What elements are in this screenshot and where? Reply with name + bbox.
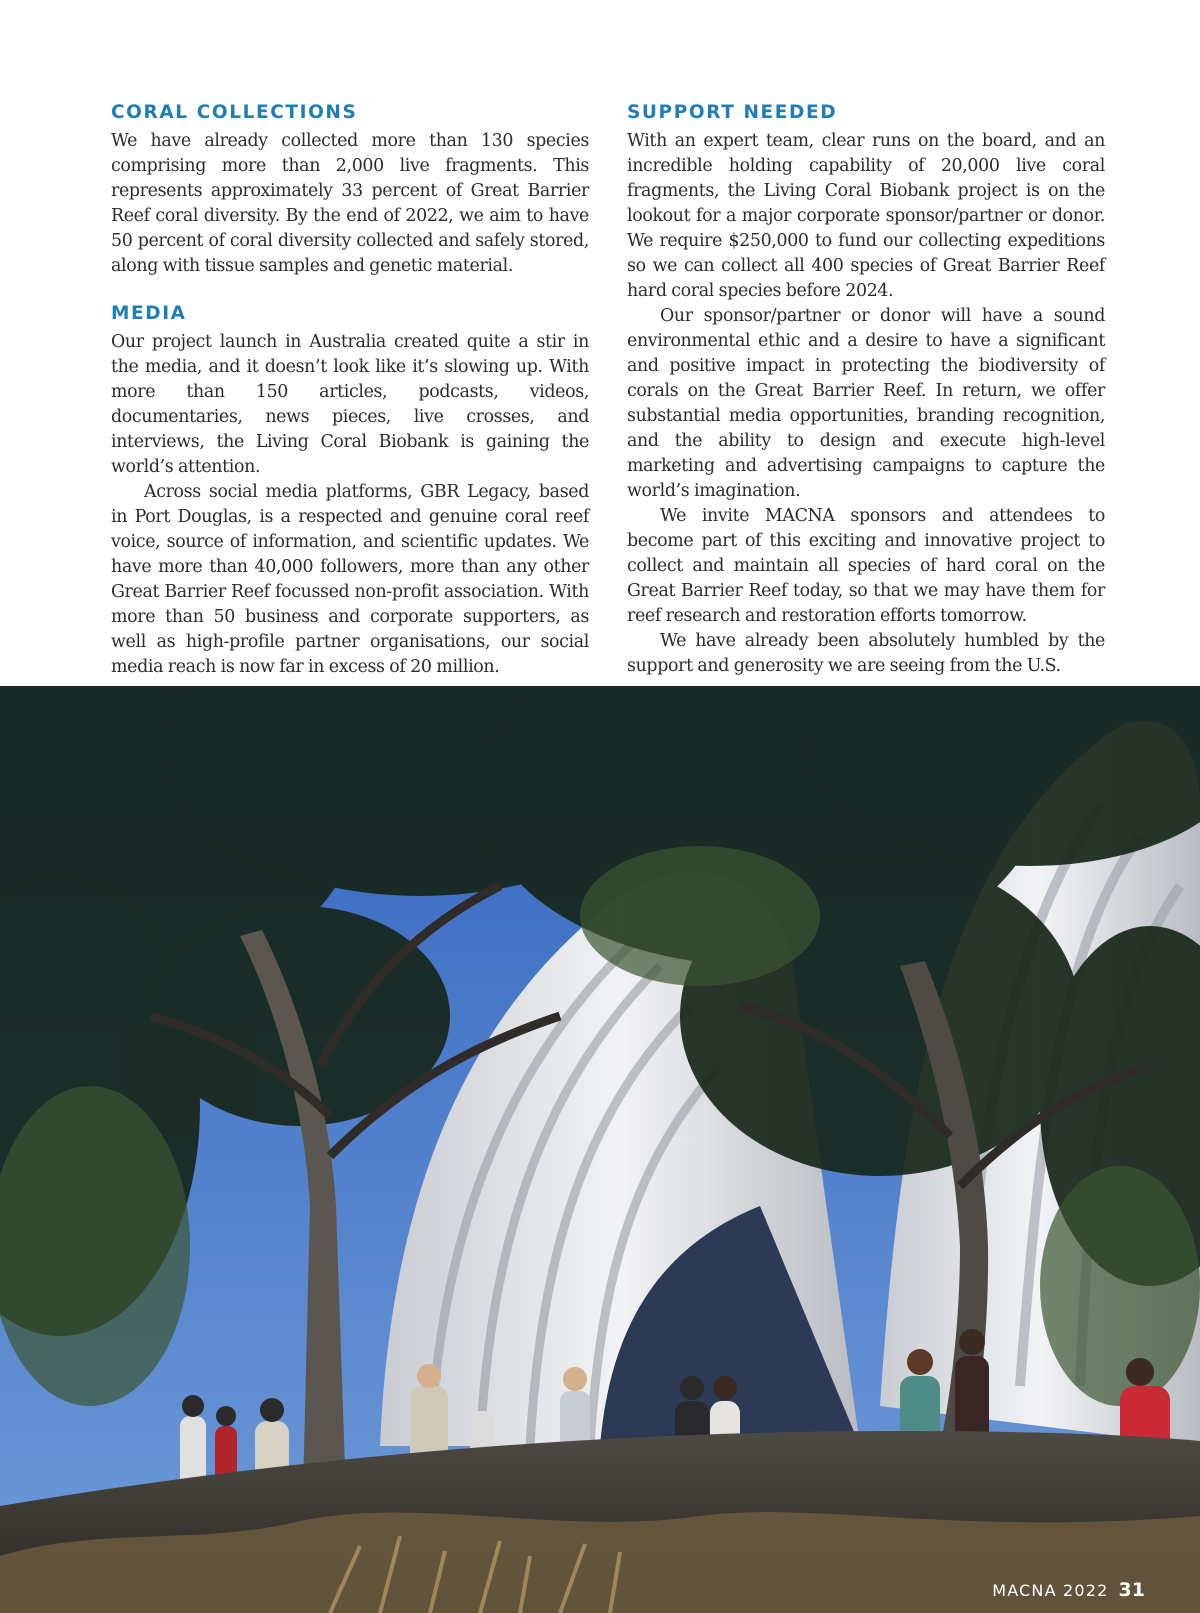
body-paragraph: Our sponsor/partner or donor will have a sound environmental ethic and a desire to have a significant and positive impact in protecting the biodiversity of corals on the Great Barrier Reef. In return, we offer substantial media opportunities, branding recognition, and the ability to design and execute high-level marketing and advertising campaigns to capture the world’s imagination. (627, 306, 1105, 501)
body-paragraph: We have already collected more than 130 species comprising more than 2,000 live fragments. This represents approximately 33 percent of Great Barrier Reef coral diversity. By the end of 2022, we aim to have 50 percent of coral diversity collected and safely stored, along with tissue samples and genetic material. (111, 131, 589, 276)
body-paragraph: With an expert team, clear runs on the board, and an incredible holding capability of 20,000 live coral fragments, the Living Coral Biobank project is on the lookout for a major corporate sponsor/partner or donor. We require $250,000 to fund our collecting expeditions so we can collect all 400 species of Great Barrier Reef hard coral species before 2024. (627, 131, 1105, 301)
body-paragraph: We invite MACNA sponsors and attendees to become part of this exciting and innovative project to collect and maintain all species of hard coral on the Great Barrier Reef today, so that we may have them for reef research and restoration efforts tomorrow. (627, 506, 1105, 626)
body-paragraph: Across social media platforms, GBR Legacy, based in Port Douglas, is a respected and genuine coral reef voice, source of information, and scientific updates. We have more than 40,000 followers, more than any other Great Barrier Reef focussed non-profit association. With more than 50 business and corporate supporters, as well as high-profile partner organisations, our social media reach is now far in excess of 20 million. (111, 482, 589, 677)
section-heading-support-needed: SUPPORT NEEDED (627, 102, 838, 123)
section-heading-coral-collections: CORAL COLLECTIONS (111, 102, 358, 123)
magazine-name: MACNA 2022 (992, 1581, 1109, 1600)
section-heading-media: MEDIA (111, 303, 187, 324)
page-folio (992, 1579, 1145, 1601)
right-column (627, 100, 1105, 679)
page-number: 31 (1118, 1579, 1145, 1601)
body-paragraph: We have already been absolutely humbled by the support and generosity we are seeing from the U.S. (627, 631, 1105, 676)
body-paragraph: Our project launch in Australia created quite a stir in the media, and it doesn’t look like it’s slowing up. With more than 150 articles, podcasts, videos, documentaries, news pieces, live crosses, and interviews, the Living Coral Biobank is gaining the world’s attention. (111, 332, 589, 477)
building-render-photo (0, 686, 1200, 1613)
left-column (111, 100, 589, 680)
